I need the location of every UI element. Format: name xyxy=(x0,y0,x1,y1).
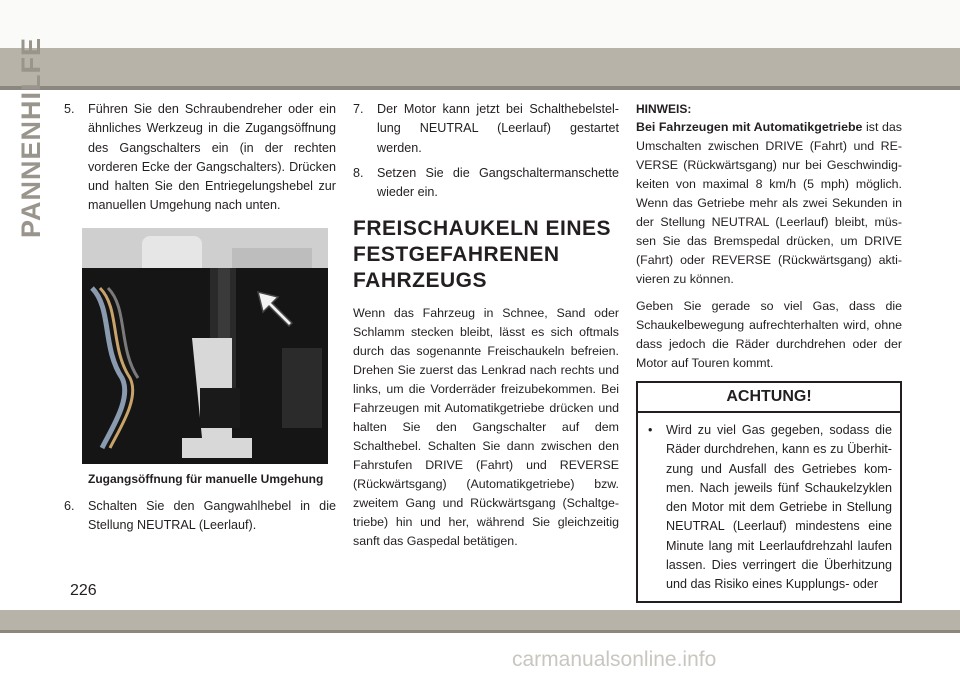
header-band xyxy=(0,48,960,86)
section-tab xyxy=(12,36,50,240)
step-number: 6. xyxy=(64,499,75,514)
warning-box xyxy=(636,381,902,603)
section-label: PANNENHILFE xyxy=(16,36,46,238)
gear-shifter-photo xyxy=(82,228,328,464)
column-2 xyxy=(353,100,619,559)
note-lead: Bei Fahrzeugen mit Automatikgetriebe xyxy=(636,120,863,134)
body-paragraph: Geben Sie gerade so viel Gas, dass die Schaukelbewegung aufrechterhalten wird, ohne dass jedoch die Räder durchdrehen oder der Motor auf Touren kommt. xyxy=(636,299,902,370)
column-3 xyxy=(636,100,902,603)
note-text: ist das Umschalten zwischen DRIVE (Fahrt) und REVERSE (Rückwärtsgang) nur bei Geschwindigkeiten von maximal 8 km/h (5 mph) möglich. Wenn das Getriebe mehr als zwei Sekunden in der Stellung NEUTRAL (Leerlauf) bleibt, müssen Sie das Bremspedal drücken, um DRIVE (Fahrt) oder REVERSE (Rückwärtsgang) aktivieren zu können. xyxy=(636,120,902,286)
step-5 xyxy=(64,100,336,216)
page-top-margin xyxy=(0,0,960,48)
step-number: 5. xyxy=(64,102,75,116)
page-number: 226 xyxy=(70,582,97,599)
step-text: Setzen Sie die Gangschaltermanschette wieder ein. xyxy=(377,165,619,200)
step-8 xyxy=(353,164,619,203)
step-text: Führen Sie den Schraubendreher oder ein ähnliches Werkzeug in die Zugangsöffnung des Gangschalters ein (in der rechten vorderen Ecke der Gangschalters). Drücken und halten Sie den Entriegelungshebel zur manuellen Umgehung nach unten. xyxy=(88,102,336,213)
bullet-icon: • xyxy=(648,423,653,437)
note-paragraph xyxy=(636,118,902,289)
warning-title: ACHTUNG! xyxy=(638,383,900,413)
warning-text: Wird zu viel Gas gegeben, sodass die Räder durchdrehen, kann es zu Überhitzung und Ausfall des Getriebes kommen. Nach jeweils fünf Schaukelzyklen den Motor mit dem Getriebe in Stellung NEUTRAL (Leerlauf) mindestens eine Minute lang mit Leerlaufdrehzahl laufen lassen. Dies verringert die Überhitzung und das Risiko eines Kupplungs- oder xyxy=(666,423,892,592)
photo-caption: Zugangsöffnung für manuelle Umgehung xyxy=(88,471,324,486)
header-rule xyxy=(0,86,960,90)
step-6 xyxy=(64,497,336,536)
shifter-illustration xyxy=(82,228,328,464)
step-text: Schalten Sie den Gangwahlhebel in die Stellung NEUTRAL (Leerlauf). xyxy=(88,499,336,533)
warning-item xyxy=(648,421,892,595)
column-1 xyxy=(64,100,336,536)
body-paragraph: Wenn das Fahrzeug in Schnee, Sand oder Schlamm stecken bleibt, lässt es sich oftmals durch das sogenannte Freischaukeln befreien. Drehen Sie zuerst das Lenkrad nach rechts und links, um die Vorderräder freizubekommen. Bei Fahrzeugen mit Automatikgetriebe drücken und halten Sie den Gangschalter auf dem Schalthebel. Schalten Sie dann zwischen den Fahrstufen DRIVE (Fahrt) und REVERSE (Rückwärtsgang) (Automatikgetriebe) bzw. zweitem Gang und Rückwärtsgang (Schaltgetriebe) hin und her, während Sie gleichzeitig sanft das Gaspedal betätigen. xyxy=(353,306,619,549)
step-text: Der Motor kann jetzt bei Schalthebelstellung NEUTRAL (Leerlauf) gestartet werden. xyxy=(377,102,619,155)
section-heading: FREISCHAUKELN EINES FESTGEFAHRENEN FAHRZEUGS xyxy=(353,217,612,293)
step-number: 7. xyxy=(353,102,364,116)
note-label: HINWEIS: xyxy=(636,102,692,116)
warning-body xyxy=(638,413,900,601)
step-number: 8. xyxy=(353,165,364,180)
watermark: carmanualsonline.info xyxy=(512,648,717,671)
step-7 xyxy=(353,100,619,158)
footer-band xyxy=(0,610,960,630)
footer-rule xyxy=(0,630,960,633)
